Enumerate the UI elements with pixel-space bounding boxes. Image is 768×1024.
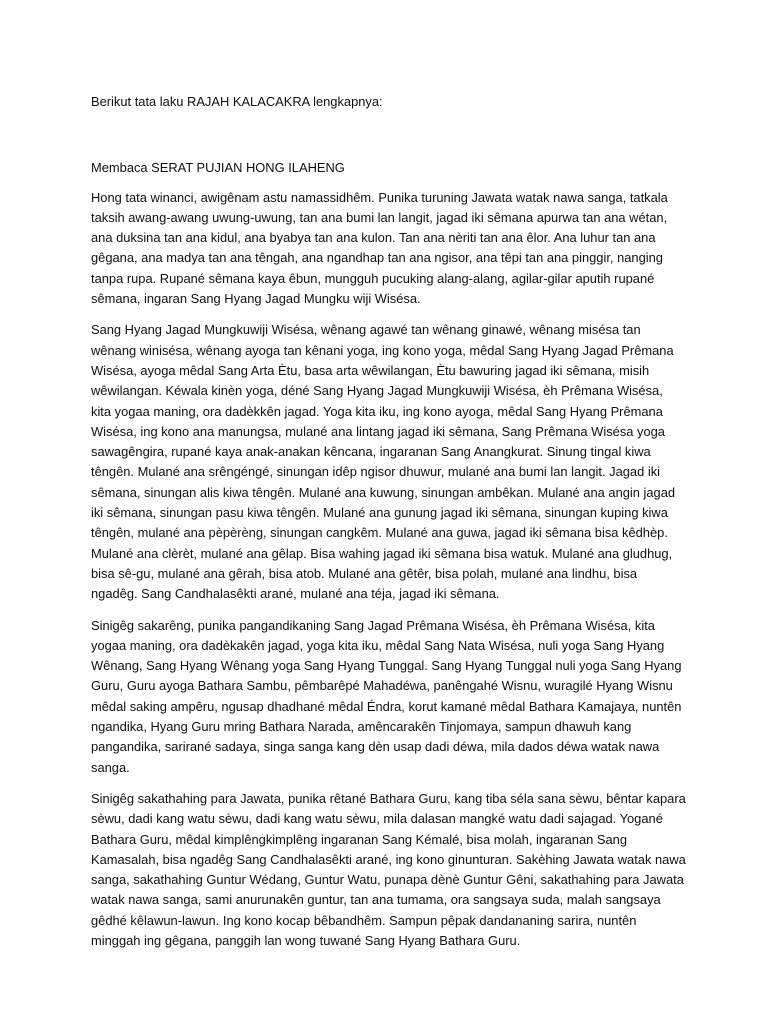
paragraph-1: Hong tata winanci, awigênam astu namassidhêm. Punika turuning Jawata watak nawa sanga, tatkala taksih awang-awang uwung-uwung, tan ana bumi lan langit, jagad iki sêmana apurwa tan ana wétan, ana duksina tan ana kidul, ana byabya tan ana kulon. Tan ana nèriti tan ana êlor. Ana luhur tan ana gêgana, ana madya tan ana têngah, ana ngandhap tan ana ngisor, ana têpi tan ana pinggir, nanging tanpa rupa. Rupané sêmana kaya êbun, mungguh pucuking alang-alang, agilar-gilar aputih rupané sêmana, ingaran Sang Hyang Jagad Mungku wiji Wisésa. bbox=[91, 189, 668, 307]
paragraph-2: Sang Hyang Jagad Mungkuwiji Wisésa, wênang agawé tan wênang ginawé, wênang misésa tan wênang winisésa, wênang ayoga tan kênani yoga, ing kono yoga, mêdal Sang Hyang Jagad Prêmana Wisésa, ayoga mêdal Sang Arta Ètu, basa arta wêwilangan, Ètu bawuring jagad iki sêmana, misih wêwilangan. Kéwala kinèn yoga, déné Sang Hyang Jagad Mungkuwiji Wisésa, èh Prêmana Wisésa, kita yogaa maning, ora dadèkkên jagad. Yoga kita iku, ing kono ayoga, mêdal Sang Hyang Prêmana Wisésa, ing kono ana manungsa, mulané ana lintang jagad iki sêmana, Sang Prêmana Wisésa yoga sawagêngira, rupané kaya anak-anakan kêncana, ingaranan Sang Anangkurat. Sinung tingal kiwa têngên. Mulané ana srêngéngé, sinungan idêp ngisor dhuwur, mulané ana bumi lan langit. Jagad iki sêmana, sinungan alis kiwa têngên. Mulané ana kuwung, sinungan ambêkan. Mulané ana angin jagad iki sêmana, sinungan pasu kiwa têngên. Mulané ana gunung jagad iki sêmana, sinungan kuping kiwa têngên, mulané ana pèpèrèng, sinungan cangkêm. Mulané ana guwa, jagad iki sêmana bisa kêdhèp. Mulané ana clèrèt, mulané ana gêlap. Bisa wahing jagad iki sêmana bisa watuk. Mulané ana gludhug, bisa sê-gu, mulané ana gêrah, bisa atob. Mulané ana gêtêr, bisa polah, mulané ana lindhu, bisa ngadêg. Sang Candhalasêkti arané, mulané ana téja, jagad iki sêmana. bbox=[91, 322, 676, 602]
document-body bbox=[91, 92, 686, 962]
intro-line: Berikut tata laku RAJAH KALACAKRA lengkapnya: bbox=[91, 94, 383, 109]
section-heading: Membaca SERAT PUJIAN HONG ILAHENG bbox=[91, 160, 345, 176]
paragraph-3: Sinigêg sakarêng, punika pangandikaning Sang Jagad Prêmana Wisésa, èh Prêmana Wisésa, kita yogaa maning, ora dadèkakên jagad, yoga kita iku, mêdal Sang Nata Wisésa, nuli yoga Sang Hyang Wênang, Sang Hyang Wênang yoga Sang Hyang Tunggal. Sang Hyang Tunggal nuli yoga Sang Hyang Guru, Guru ayoga Bathara Sambu, pêmbarêpé Mahadéwa, panêngahé Wisnu, wuragilé Hyang Wisnu mêdal saking ampêru, ngusap dhadhané mêdal Éndra, korut kamané mêdal Bathara Kamajaya, nuntên ngandika, Hyang Guru mring Bathara Narada, amêncarakên Tinjomaya, sampun dhawuh kang pangandika, sarirané sadaya, singa sanga kang dèn usap dadi déwa, mila dados déwa watak nawa sanga. bbox=[91, 617, 682, 775]
paragraph-4: Sinigêg sakathahing para Jawata, punika rêtané Bathara Guru, kang tiba séla sana sèwu, bêntar kapara sèwu, dadi kang watu sèwu, dadi kang watu sèwu, mila dalasan mangké watu dadi sajagad. Yogané Bathara Guru, mêdal kimplêngkimplêng ingaranan Sang Kémalé, bisa molah, ingaranan Sang Kamasalah, bisa ngadêg Sang Candhalasêkti arané, ing kono ginunturan. Sakèhing Jawata watak nawa sanga, sakathahing Guntur Wédang, Guntur Watu, punapa dènè Guntur Gêni, sakathahing para Jawata watak nawa sanga, sami anurunakên guntur, tan ana tumama, ora sangsaya suda, malah sangsaya gêdhé kêlawun-lawun. Ing kono kocap bêbandhêm. Sampun pêpak dandananing sarira, nuntên minggah ing gêgana, panggih lan wong tuwané Sang Hyang Bathara Guru. bbox=[91, 790, 686, 948]
